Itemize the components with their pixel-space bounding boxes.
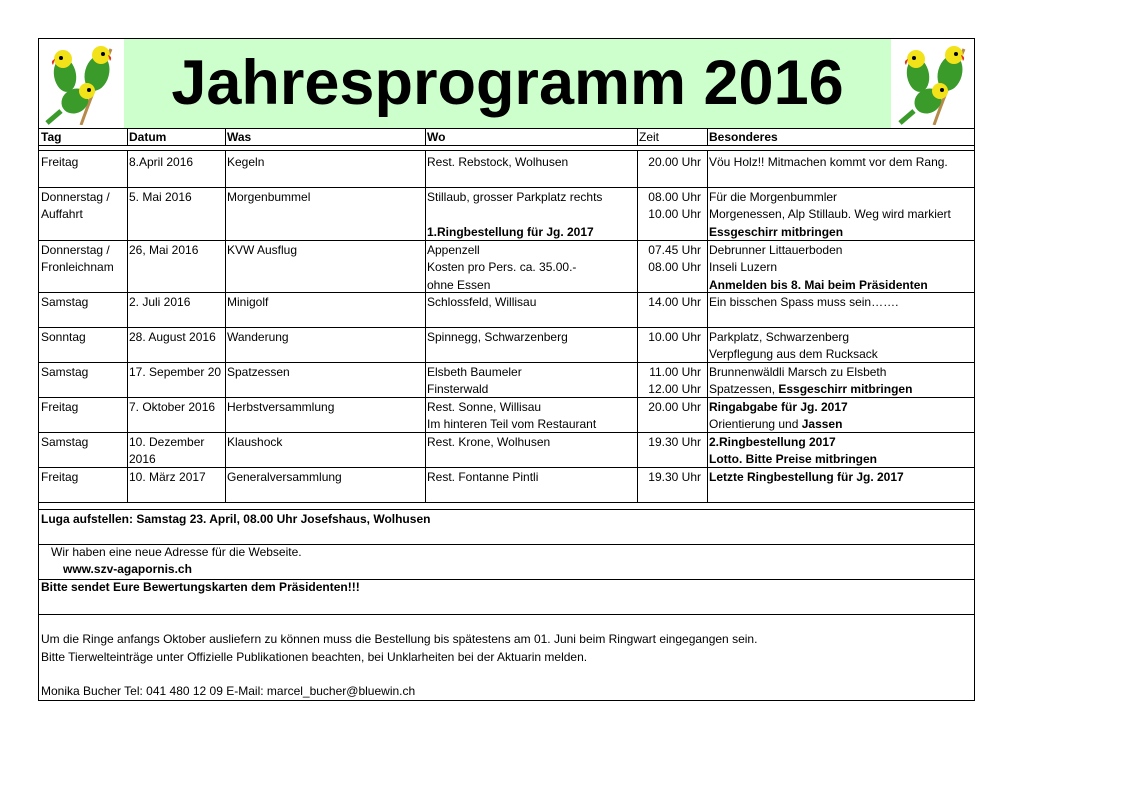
row-border	[39, 467, 974, 468]
column-divider	[637, 150, 638, 502]
cell-datum: 2016	[129, 452, 156, 467]
header-tag: Tag	[41, 129, 62, 144]
row-border	[39, 432, 974, 433]
cell-zeit: 10.00 Uhr	[648, 207, 701, 222]
cell-wo: Finsterwald	[427, 382, 489, 397]
website-note: Wir haben eine neue Adresse für die Webseite.	[51, 545, 302, 559]
cell-tag: Freitag	[41, 155, 79, 169]
header-zeit: Zeit	[639, 129, 660, 144]
row-border	[39, 240, 974, 241]
header-was: Was	[227, 129, 252, 144]
cell-wo: 1.Ringbestellung für Jg. 2017	[427, 224, 594, 239]
cell-wo: ohne Essen	[427, 277, 491, 292]
cell-besonderes-bold: Jassen	[801, 417, 843, 432]
header-column-divider	[425, 128, 426, 145]
cell-wo: Rest. Krone, Wolhusen	[427, 435, 551, 449]
cell-tag: Donnerstag /	[41, 243, 110, 257]
header-column-divider	[225, 128, 226, 145]
cell-datum: 17. Sepember 20	[129, 365, 222, 379]
cell-tag: Auffahrt	[41, 207, 83, 222]
cell-datum: 7. Oktober 2016	[129, 400, 216, 414]
cell-zeit: 14.00 Uhr	[648, 295, 701, 309]
header-column-divider	[127, 128, 128, 145]
header-top-border	[39, 128, 974, 129]
cell-was: Morgenbummel	[227, 190, 311, 204]
cell-besonderes: Essgeschirr mitbringen	[709, 224, 844, 239]
cell-wo: Appenzell	[427, 243, 480, 257]
cell-was: Wanderung	[227, 330, 289, 344]
title-banner	[39, 39, 974, 128]
row-border	[39, 362, 974, 363]
cell-besonderes: Vöu Holz!! Mitmachen kommt vor dem Rang.	[709, 155, 948, 169]
cell-zeit: 20.00 Uhr	[648, 400, 701, 414]
header-column-divider	[707, 128, 708, 145]
cell-zeit: 12.00 Uhr	[648, 382, 701, 397]
cell-was: Minigolf	[227, 295, 269, 309]
cell-besonderes: Brunnenwäldli Marsch zu Elsbeth	[709, 365, 887, 379]
header-besonderes: Besonderes	[709, 129, 778, 144]
cell-tag: Samstag	[41, 365, 89, 379]
cell-wo: Schlossfeld, Willisau	[427, 295, 537, 309]
cell-was: Herbstversammlung	[227, 400, 335, 414]
header-datum: Datum	[129, 129, 167, 144]
row-border	[39, 187, 974, 188]
cell-zeit: 08.00 Uhr	[648, 260, 701, 275]
cell-datum: 10. März 2017	[129, 470, 206, 484]
parrot-image-left	[41, 41, 123, 125]
header-bottom-border	[39, 145, 974, 146]
cell-wo: Im hinteren Teil vom Restaurant	[427, 417, 597, 432]
cell-tag: Fronleichnam	[41, 260, 114, 275]
contact-note: Monika Bucher Tel: 041 480 12 09 E-Mail: marcel_bucher@bluewin.ch	[41, 684, 416, 698]
cell-tag: Sonntag	[41, 330, 86, 344]
header-column-divider	[637, 128, 638, 145]
cell-wo: Rest. Sonne, Willisau	[427, 400, 542, 414]
header-gap-border	[39, 150, 974, 151]
cell-tag: Samstag	[41, 295, 89, 309]
cell-besonderes-bold: Essgeschirr mitbringen	[778, 382, 913, 397]
cell-wo: Rest. Rebstock, Wolhusen	[427, 155, 569, 169]
cell-was: KVW Ausflug	[227, 243, 298, 257]
cell-zeit: 19.30 Uhr	[648, 435, 701, 449]
cell-besonderes: Parkplatz, Schwarzenberg	[709, 330, 850, 344]
cell-was: Spatzessen	[227, 365, 290, 379]
cell-datum: 10. Dezember	[129, 435, 205, 449]
page-title: Jahresprogramm 2016	[171, 48, 844, 118]
cell-zeit: 08.00 Uhr	[648, 190, 701, 204]
program-sheet	[38, 38, 975, 701]
cell-wo: Rest. Fontanne Pintli	[427, 470, 539, 484]
cell-besonderes: Ein bisschen Spass muss sein…….	[709, 295, 899, 309]
cell-was: Klaushock	[227, 435, 283, 449]
cell-besonderes: Inseli Luzern	[709, 260, 778, 275]
cell-datum: 5. Mai 2016	[129, 190, 192, 204]
column-divider	[707, 150, 708, 502]
ringe-note: Um die Ringe anfangs Oktober ausliefern zu können muss die Bestellung bis spätestens am 01. Juni beim Ringwart eingegangen sein.	[41, 632, 758, 646]
cell-zeit: 19.30 Uhr	[648, 470, 701, 484]
cell-datum: 2. Juli 2016	[129, 295, 191, 309]
header-wo: Wo	[427, 129, 446, 144]
notes-top-border	[39, 509, 974, 510]
cell-tag: Samstag	[41, 435, 89, 449]
cell-wo: Spinnegg, Schwarzenberg	[427, 330, 568, 344]
cell-tag: Freitag	[41, 400, 79, 414]
cell-datum: 8.April 2016	[129, 155, 194, 169]
cell-zeit: 11.00 Uhr	[649, 365, 701, 379]
cell-was: Kegeln	[227, 155, 265, 169]
cell-besonderes: 2.Ringbestellung 2017	[709, 435, 836, 449]
cell-was: Generalversammlung	[227, 470, 342, 484]
cell-zeit: 07.45 Uhr	[648, 243, 701, 257]
cell-datum: 28. August 2016	[129, 330, 216, 344]
cell-wo: Elsbeth Baumeler	[427, 365, 522, 379]
cell-wo: Stillaub, grosser Parkplatz rechts	[427, 190, 603, 204]
cell-besonderes: Für die Morgenbummler	[709, 190, 838, 204]
cell-wo: Kosten pro Pers. ca. 35.00.-	[427, 260, 577, 275]
website-url: www.szv-agapornis.ch	[63, 562, 192, 576]
cell-besonderes: Debrunner Littauerboden	[709, 243, 843, 257]
cell-besonderes: Orientierung und Jassen	[709, 417, 843, 432]
cell-besonderes: Morgenessen, Alp Stillaub. Weg wird markiert	[709, 207, 951, 222]
cell-besonderes: Verpflegung aus dem Rucksack	[709, 347, 878, 362]
row-border	[39, 397, 974, 398]
cell-tag: Donnerstag /	[41, 190, 110, 204]
cell-besonderes: Spatzessen, Essgeschirr mitbringen	[709, 382, 913, 397]
table-bottom-border	[39, 502, 974, 503]
parrot-image-right	[894, 41, 976, 125]
notes-border	[39, 614, 974, 615]
column-divider	[127, 150, 128, 502]
cell-besonderes: Ringabgabe für Jg. 2017	[709, 400, 848, 414]
cell-zeit: 10.00 Uhr	[648, 330, 701, 344]
cell-tag: Freitag	[41, 470, 79, 484]
column-divider	[425, 150, 426, 502]
cell-besonderes: Letzte Ringbestellung für Jg. 2017	[709, 470, 904, 484]
row-border	[39, 292, 974, 293]
cell-besonderes: Anmelden bis 8. Mai beim Präsidenten	[709, 277, 928, 292]
luga-note: Luga aufstellen: Samstag 23. April, 08.00 Uhr Josefshaus, Wolhusen	[41, 512, 431, 526]
cell-besonderes: Lotto. Bitte Preise mitbringen	[709, 452, 878, 467]
cell-zeit: 20.00 Uhr	[648, 155, 701, 169]
tierwelt-note: Bitte Tierwelteinträge unter Offizielle Publikationen beachten, bei Unklarheiten bei der Aktuarin melden.	[41, 650, 588, 664]
bewertung-note: Bitte sendet Eure Bewertungskarten dem Präsidenten!!!	[41, 580, 360, 594]
column-divider	[225, 150, 226, 502]
cell-datum: 26, Mai 2016	[129, 243, 199, 257]
row-border	[39, 327, 974, 328]
